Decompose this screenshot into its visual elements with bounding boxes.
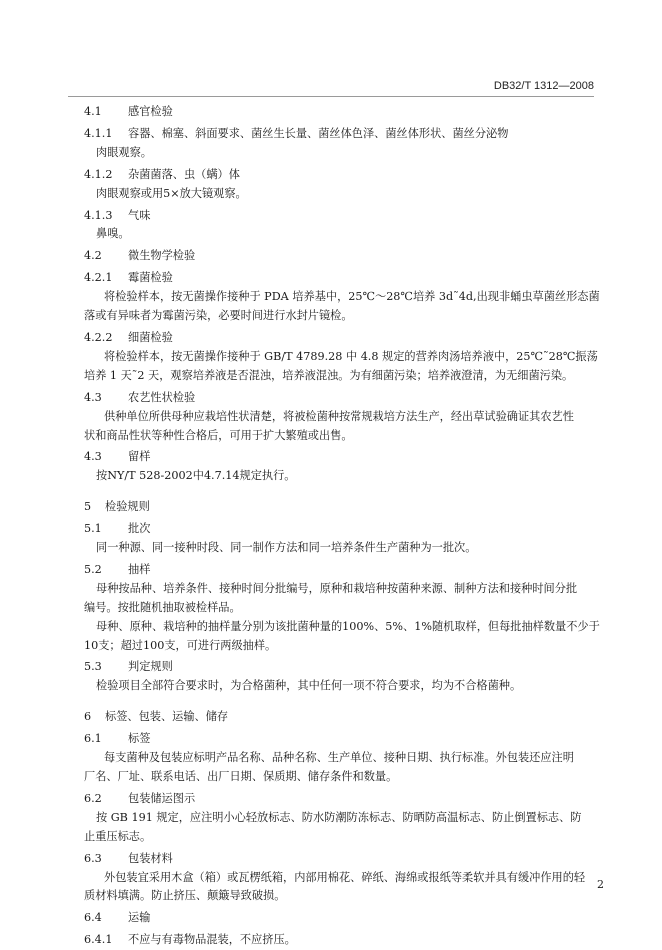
line-text: 运输 (128, 911, 151, 925)
line-text: 落或有异味者为霉菌污染，必要时间进行水封片镜检。 (84, 309, 353, 323)
body-line (84, 637, 604, 656)
clause-heading (84, 520, 604, 539)
clause-number: 5.3 (84, 660, 102, 674)
clause-heading (84, 561, 604, 580)
line-text: 感官检验 (128, 105, 173, 118)
clause-number: 4.1 (84, 105, 102, 118)
clause-number: 4.1.3 (84, 208, 113, 222)
standard-id: DB32/T 1312—2008 (493, 80, 594, 92)
line-text: 细菌检验 (128, 330, 173, 344)
line-text: 容器、棉塞、斜面要求、菌丝生长量、菌丝体色泽、菌丝体形状、菌丝分泌物 (128, 126, 509, 140)
clause-number: 4.1.2 (84, 167, 113, 181)
clause-heading (84, 269, 604, 288)
clause-heading (84, 166, 604, 185)
clause-heading (84, 850, 604, 869)
line-text: 农艺性状检验 (128, 390, 196, 404)
clause-heading (84, 909, 604, 928)
body-line (84, 288, 604, 307)
clause-number: 5.1 (84, 522, 102, 536)
line-text: 供种单位所供母种应栽培性状清楚，将被检菌种按常规栽培方法生产，经出草试验确证其农艺性 (104, 409, 574, 423)
line-text: 按 GB 191 规定，应注明小心轻放标志、防水防潮防冻标志、防晒防高温标志、防止倒置标志、防 (96, 810, 582, 824)
body-line (84, 580, 604, 599)
line-text: 止重压标志。 (84, 829, 152, 843)
header-rule (68, 96, 594, 97)
body-line (84, 144, 604, 163)
clause-number: 6.4 (84, 911, 102, 925)
section-heading (84, 498, 604, 517)
line-text: 气味 (128, 208, 151, 222)
line-text: 状和商品性状等种性合格后，可用于扩大繁殖或出售。 (84, 428, 353, 442)
line-text: 包装材料 (128, 851, 173, 865)
clause-number: 6.2 (84, 791, 102, 805)
body-line (84, 828, 604, 847)
line-text: 肉眼观察。 (96, 145, 152, 159)
body-line (84, 887, 604, 906)
clause-heading (84, 790, 604, 809)
body-line (84, 467, 604, 486)
body-line (84, 225, 604, 244)
clause-heading (84, 103, 604, 122)
body-line (84, 677, 604, 696)
clause-number: 5.2 (84, 562, 102, 576)
body-line (84, 307, 604, 326)
body-line (84, 599, 604, 618)
body-line (84, 427, 604, 446)
line-text: 肉眼观察或用5×放大镜观察。 (96, 186, 247, 200)
line-text: 每支菌种及包装应标明产品名称、品种名称、生产单位、接种日期、执行标准。外包装还应注明 (104, 751, 574, 765)
clause-number: 4.2.2 (84, 330, 113, 344)
line-text: 包装储运图示 (128, 791, 196, 805)
line-text: 批次 (128, 522, 151, 536)
clause-heading (84, 247, 604, 266)
line-text: 编号。按批随机抽取被检样品。 (84, 600, 241, 614)
body-line (84, 749, 604, 768)
clause-heading (84, 658, 604, 677)
body-line (84, 869, 604, 888)
line-text: 母种按品种、培养条件、接种时间分批编号，原种和栽培种按菌种来源、制种方法和接种时间分批 (96, 581, 578, 595)
document-body (84, 103, 604, 950)
clause-number: 6 (84, 710, 92, 724)
clause-heading (84, 931, 604, 950)
line-text: 按NY/T 528-2002中4.7.14规定执行。 (96, 469, 296, 483)
page-number: 2 (597, 878, 604, 891)
line-text: 留样 (128, 450, 151, 464)
clause-number: 4.2.1 (84, 271, 113, 285)
body-line (84, 768, 604, 787)
line-text: 母种、原种、栽培种的抽样量分别为该批菌种量的100%、5%、1%随机取样，但每批抽样数量不少于 (96, 619, 600, 633)
clause-heading (84, 448, 604, 467)
body-line (84, 367, 604, 386)
clause-number: 4.3 (84, 390, 102, 404)
line-text: 抽样 (128, 562, 151, 576)
line-text: 厂名、厂址、联系电话、出厂日期、保质期、储存条件和数量。 (84, 770, 398, 783)
line-text: 10支；超过100支，可进行两级抽样。 (84, 638, 277, 652)
line-text: 将检验样本，按无菌操作接种于 GB/T 4789.28 中 4.8 规定的营养肉汤培养液中，25℃˜28℃振荡 (104, 349, 598, 363)
clause-heading (84, 730, 604, 749)
clause-number: 6.4.1 (84, 933, 113, 947)
body-line (84, 539, 604, 558)
line-text: 标签 (128, 732, 151, 746)
line-text: 鼻嗅。 (96, 227, 130, 241)
line-text: 判定规则 (128, 660, 173, 674)
line-text: 检验项目全部符合要求时，为合格菌种，其中任何一项不符合要求，均为不合格菌种。 (96, 679, 522, 693)
clause-heading (84, 207, 604, 226)
body-line (84, 618, 604, 637)
body-line (84, 348, 604, 367)
clause-heading (84, 329, 604, 348)
clause-heading (84, 125, 604, 144)
line-text: 不应与有毒物品混装，不应挤压。 (128, 933, 296, 947)
clause-number: 4.3 (84, 450, 102, 464)
body-line (84, 408, 604, 427)
line-text: 霉菌检验 (128, 271, 173, 285)
clause-number: 4.1.1 (84, 126, 113, 140)
clause-number: 6.3 (84, 851, 102, 865)
line-text: 微生物学检验 (128, 249, 196, 263)
body-line (84, 185, 604, 204)
body-line (84, 809, 604, 828)
line-text: 杂菌菌落、虫（螨）体 (128, 167, 240, 181)
clause-heading (84, 389, 604, 408)
clause-number: 6.1 (84, 732, 102, 746)
line-text: 将检验样本，按无菌操作接种于 PDA 培养基中，25℃～28℃培养 3d˜4d,出现非蛹虫草菌丝形态菌 (104, 290, 600, 304)
line-text: 同一种源、同一接种时段、同一制作方法和同一培养条件生产菌种为一批次。 (96, 541, 477, 555)
line-text: 质材料填满。防止挤压、颠簸导致破损。 (84, 889, 286, 903)
line-text: 培养 1 天˜2 天，观察培养液是否混浊，培养液混浊。为有细菌污染；培养液澄清，为无细菌污染。 (84, 368, 574, 382)
section-heading (84, 708, 604, 727)
clause-number: 5 (84, 500, 92, 514)
clause-number: 4.2 (84, 249, 102, 263)
line-text: 外包装宜采用木盒（箱）或瓦楞纸箱，内部用棉花、碎纸、海绵或报纸等柔软并具有缓冲作用的轻 (104, 870, 586, 884)
line-text: 标签、包装、运输、储存 (105, 710, 229, 724)
line-text: 检验规则 (105, 500, 150, 514)
